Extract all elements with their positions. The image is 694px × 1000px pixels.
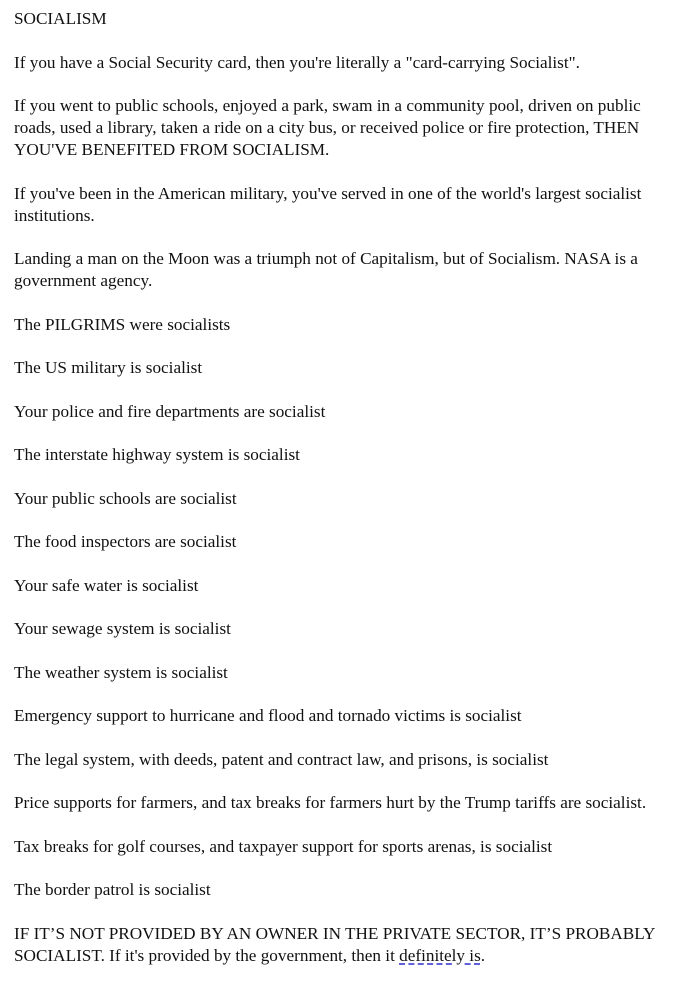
paragraph-list <box>14 52 686 902</box>
paragraph: Your safe water is socialist <box>14 575 199 595</box>
paragraph: The US military is socialist <box>14 358 203 377</box>
paragraph: The interstate highway system is socialist <box>14 445 300 464</box>
paragraph: Emergency support to hurricane and flood and tornado victims is socialist <box>14 706 522 725</box>
paragraph: The PILGRIMS were socialists <box>14 314 231 334</box>
paragraph: Your police and fire departments are socialist <box>14 401 326 421</box>
closing-period: . <box>480 945 486 965</box>
paragraph: Tax breaks for golf courses, and taxpayer support for sports arenas, is socialist <box>14 836 553 856</box>
paragraph: The weather system is socialist <box>14 662 228 682</box>
paragraph: Your public schools are socialist <box>14 488 237 508</box>
closing-text: IF IT’S NOT PROVIDED BY AN OWNER IN THE PRIVATE SECTOR, IT’S PROBABLY SOCIALIST. If it's provided by the government, then it <box>14 923 655 965</box>
paragraph: If you've been in the American military, you've served in one of the world's largest socialist institutions. <box>14 183 642 225</box>
paragraph: If you have a Social Security card, then you're literally a "card-carrying Socialist". <box>14 52 580 72</box>
grammar-flagged-text: definitely is <box>399 945 481 965</box>
paragraph: The legal system, with deeds, patent and contract law, and prisons, is socialist <box>14 749 549 769</box>
paragraph: Your sewage system is socialist <box>14 619 231 638</box>
paragraph: The food inspectors are socialist <box>14 532 237 551</box>
paragraph: If you went to public schools, enjoyed a park, swam in a community pool, driven on public roads, used a library, taken a ride on a city bus, or received police or fire protection, THEN YOU'VE BENEFITED FROM SOCIALISM. <box>14 96 641 159</box>
paragraph: Landing a man on the Moon was a triumph not of Capitalism, but of Socialism. NASA is a government agency. <box>14 249 638 290</box>
paragraph: Price supports for farmers, and tax breaks for farmers hurt by the Trump tariffs are socialist. <box>14 793 647 812</box>
paragraph: The border patrol is socialist <box>14 880 211 899</box>
document-body <box>14 8 686 988</box>
closing-paragraph <box>14 923 686 967</box>
document-title: SOCIALISM <box>14 9 107 28</box>
